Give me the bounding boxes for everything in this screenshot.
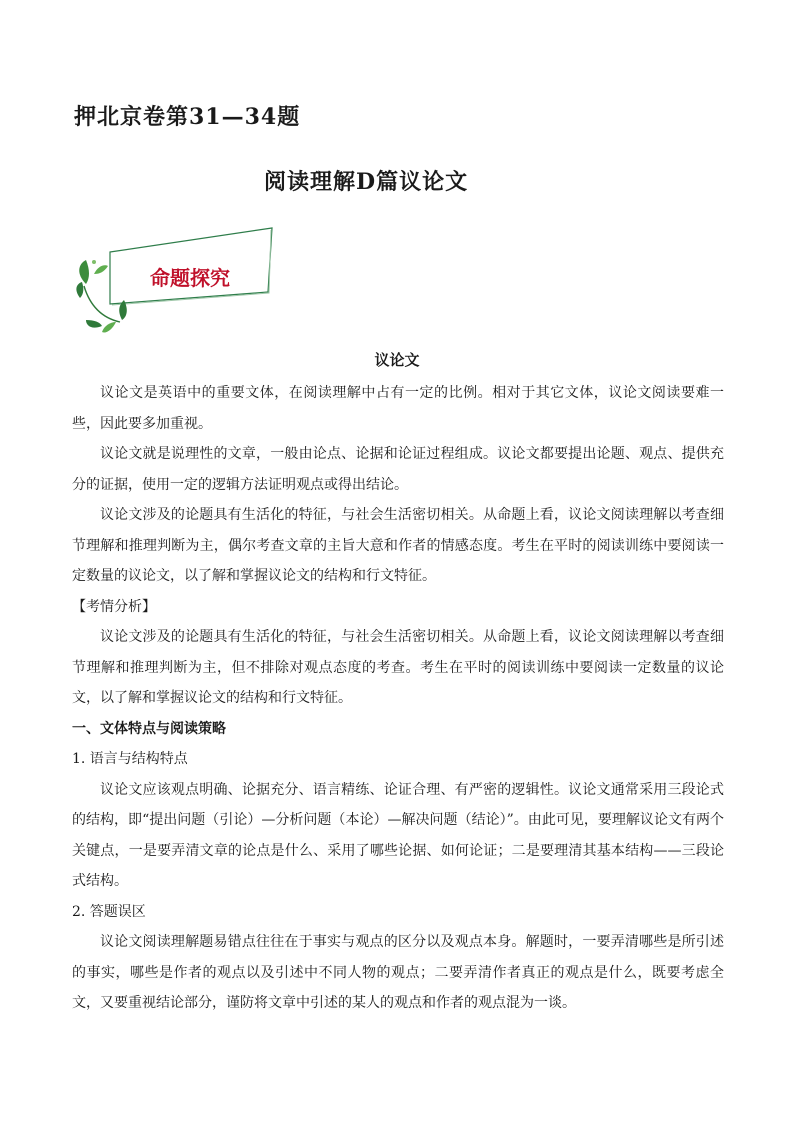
analysis-paragraph: 议论文涉及的论题具有生活化的特征，与社会生活密切相关。从命题上看，议论文阅读理解以考查细节理解和推理判断为主，但不排除对观点态度的考查。考生在平时的阅读训练中要阅读一定数量的议论文，以了解和掌握议论文的结构和行文特征。	[72, 629, 724, 706]
paragraph: 议论文就是说理性的文章，一般由论点、论据和论证过程组成。议论文都要提出论题、观点、提供充分的证据，使用一定的逻辑方法证明观点或得出结论。	[72, 446, 724, 493]
analysis-heading: 【考情分析】	[72, 598, 156, 615]
strategy-heading: 一、文体特点与阅读策略	[72, 720, 226, 737]
point1-paragraph: 议论文应该观点明确、论据充分、语言精练、论证合理、有严密的逻辑性。议论文通常采用三段论式的结构，即“提出问题（引论）—分析问题（本论）—解决问题（结论）”。由此可见，要理解议论文有两个关键点，一是要弄清文章的论点是什么、采用了哪些论据、如何论证；二是要理清其基本结构——三段论式结构。	[72, 781, 724, 889]
topic-banner	[72, 226, 277, 338]
page-subtitle: 阅读理解D篇议论文	[264, 169, 469, 195]
paragraph: 议论文是英语中的重要文体，在阅读理解中占有一定的比例。相对于其它文体，议论文阅读要难一些，因此要多加重视。	[72, 385, 724, 432]
point2-paragraph: 议论文阅读理解题易错点往往在于事实与观点的区分以及观点本身。解题时，一要弄清哪些是所引述的事实，哪些是作者的观点以及引述中不同人物的观点；二要弄清作者真正的观点是什么，既要考虑全文，又要重视结论部分，谨防将文章中引述的某人的观点和作者的观点混为一谈。	[72, 934, 724, 1011]
body-text	[72, 378, 724, 1019]
page-title: 押北京卷第31—34题	[74, 104, 301, 130]
paragraph: 议论文涉及的论题具有生活化的特征，与社会生活密切相关。从命题上看，议论文阅读理解以考查细节理解和推理判断为主，偶尔考查文章的主旨大意和作者的情感态度。考生在平时的阅读训练中要阅读一定数量的议论文，以了解和掌握议论文的结构和行文特征。	[72, 507, 724, 584]
section-title: 议论文	[374, 351, 420, 369]
point1-heading: 1. 语言与结构特点	[72, 751, 188, 767]
point2-heading: 2. 答题误区	[72, 903, 146, 920]
banner-label: 命题探究	[150, 266, 230, 290]
